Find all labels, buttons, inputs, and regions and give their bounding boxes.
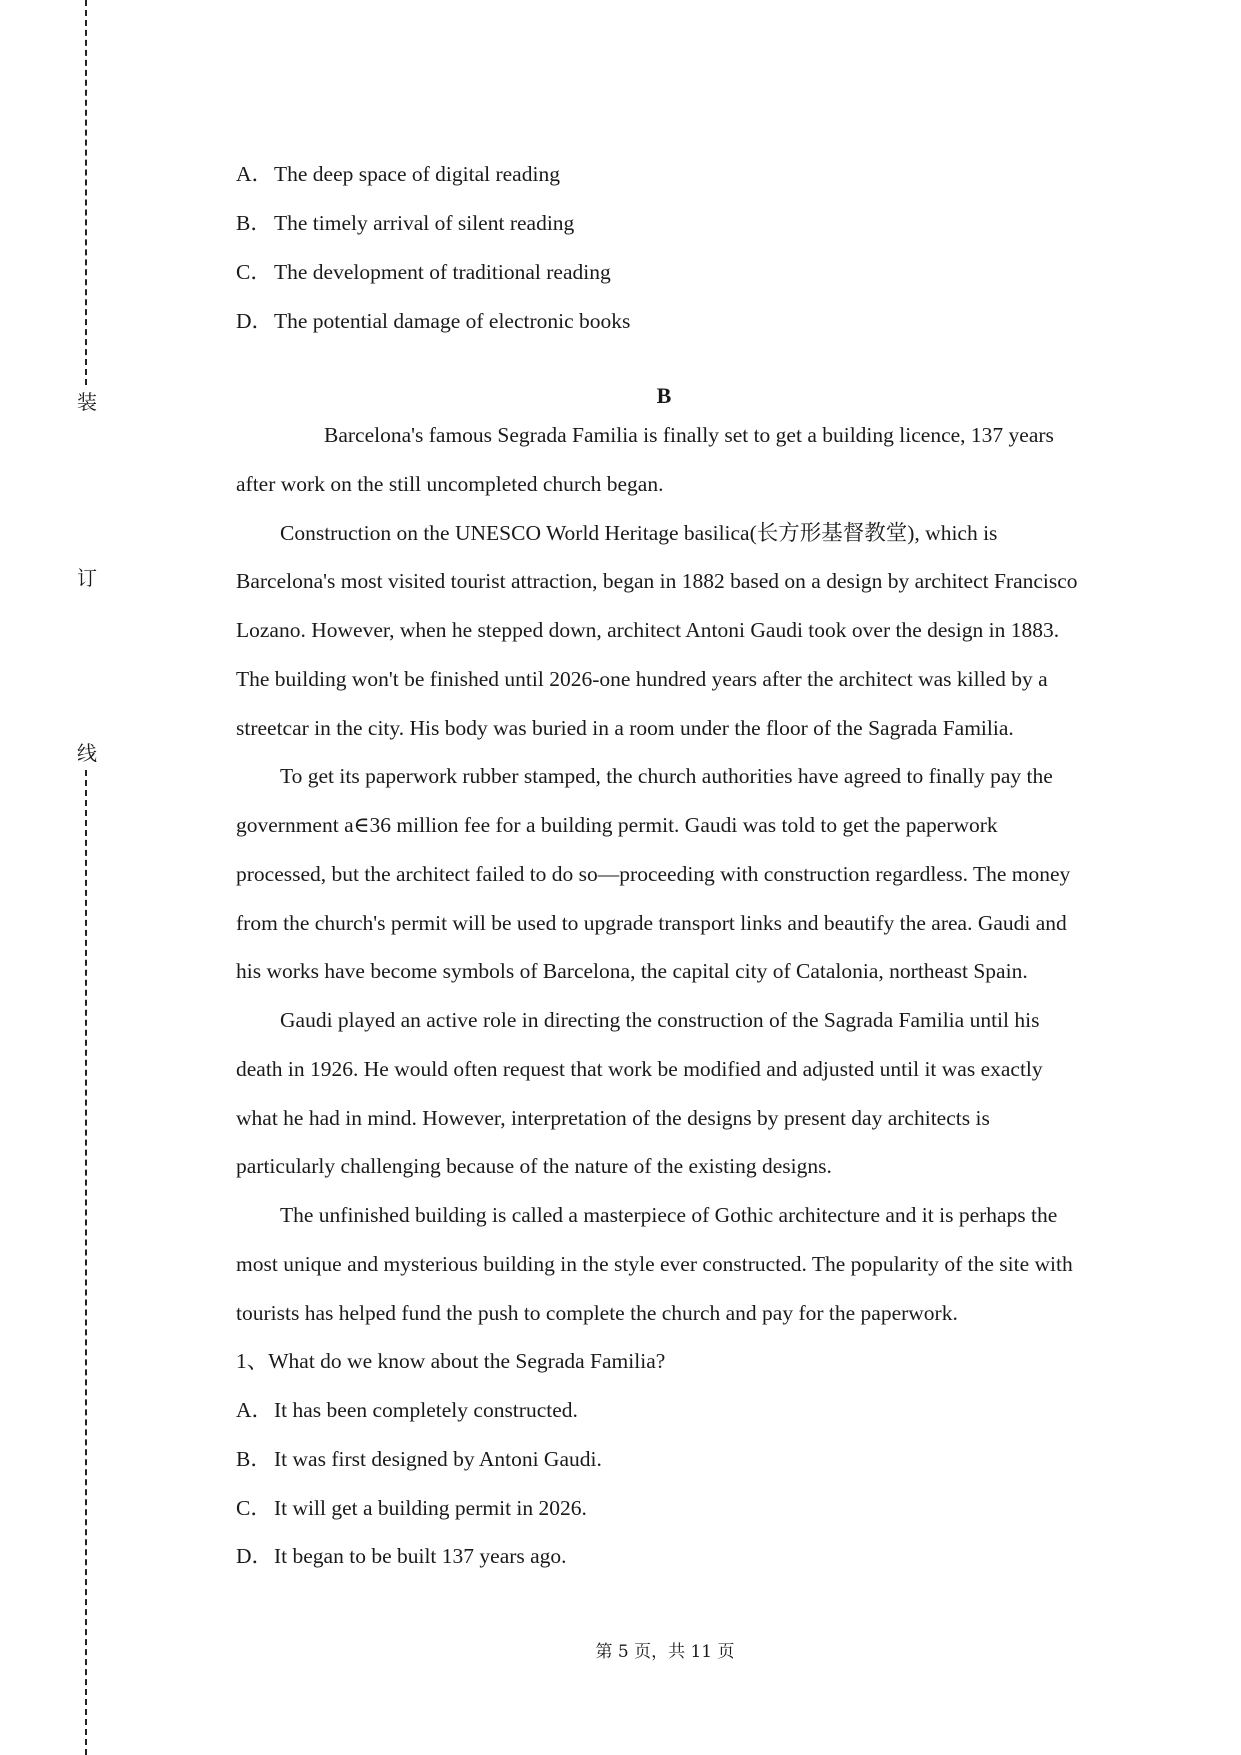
prev-option-d [236,307,630,335]
passage-line: tourists has helped fund the push to complete the church and pay for the paperwork. [236,1301,958,1325]
binding-char-ding: 订 [77,566,97,590]
option-letter: C． [236,1496,272,1520]
option-letter: C． [236,260,272,284]
option-letter: B． [236,211,272,235]
passage-line: government a∈36 million fee for a building permit. Gaudi was told to get the paperwork [236,813,998,837]
passage-line: Barcelona's most visited tourist attraction, began in 1882 based on a design by architect Francisco [236,569,1078,593]
passage-line: streetcar in the city. His body was buried in a room under the floor of the Sagrada Familia. [236,716,1014,740]
binding-dashed-line-bottom [85,770,87,1755]
option-text: It was first designed by Antoni Gaudi. [274,1447,602,1471]
option-text: The potential damage of electronic books [274,309,631,333]
option-letter: D． [236,1544,274,1568]
section-title: B [656,383,672,408]
passage-line: processed, but the architect failed to do so—proceeding with construction regardless. The money [236,862,1071,886]
q1-option-a [236,1396,578,1424]
prev-option-b [236,209,574,237]
passage-line: from the church's permit will be used to upgrade transport links and beautify the area. Gaudi and [236,911,1067,935]
passage-line: most unique and mysterious building in the style ever constructed. The popularity of the site with [236,1252,1073,1276]
passage-line: Gaudi played an active role in directing the construction of the Sagrada Familia until his [280,1008,1040,1032]
binding-char-zhuang: 装 [77,390,97,414]
option-text: The timely arrival of silent reading [274,211,575,235]
passage-line: Construction on the UNESCO World Heritage basilica(长方形基督教堂), which is [280,521,998,545]
passage-line: The unfinished building is called a masterpiece of Gothic architecture and it is perhaps the [280,1203,1058,1227]
page-number-footer: 第 5 页，共 11 页 [595,1642,735,1662]
passage-line: The building won't be finished until 2026-one hundred years after the architect was killed by a [236,667,1048,691]
option-text: It began to be built 137 years ago. [274,1544,567,1568]
binding-char-xian: 线 [77,741,97,765]
q1-option-c [236,1494,587,1522]
binding-dashed-line-top [85,0,87,385]
passage-line: Barcelona's famous Segrada Familia is finally set to get a building licence, 137 years [324,423,1054,447]
passage-line: death in 1926. He would often request that work be modified and adjusted until it was exactly [236,1057,1043,1081]
option-text: It will get a building permit in 2026. [274,1496,587,1520]
passage-line: his works have become symbols of Barcelona, the capital city of Catalonia, northeast Spain. [236,959,1028,983]
option-text: It has been completely constructed. [274,1398,578,1422]
option-letter: A． [236,162,274,186]
option-letter: A． [236,1398,274,1422]
option-text: The deep space of digital reading [274,162,560,186]
option-letter: B． [236,1447,272,1471]
passage-line: Lozano. However, when he stepped down, architect Antoni Gaudi took over the design in 1883. [236,618,1060,642]
q1-option-b [236,1445,602,1473]
passage-line: particularly challenging because of the nature of the existing designs. [236,1154,832,1178]
question-stem: 1、What do we know about the Segrada Familia? [236,1349,666,1373]
option-text: The development of traditional reading [274,260,611,284]
option-letter: D． [236,309,274,333]
prev-option-c [236,258,611,286]
passage-line: what he had in mind. However, interpretation of the designs by present day architects is [236,1106,990,1130]
passage-line: To get its paperwork rubber stamped, the church authorities have agreed to finally pay the [280,764,1053,788]
q1-option-d [236,1542,567,1570]
prev-option-a [236,160,560,188]
passage-line: after work on the still uncompleted church began. [236,472,664,496]
